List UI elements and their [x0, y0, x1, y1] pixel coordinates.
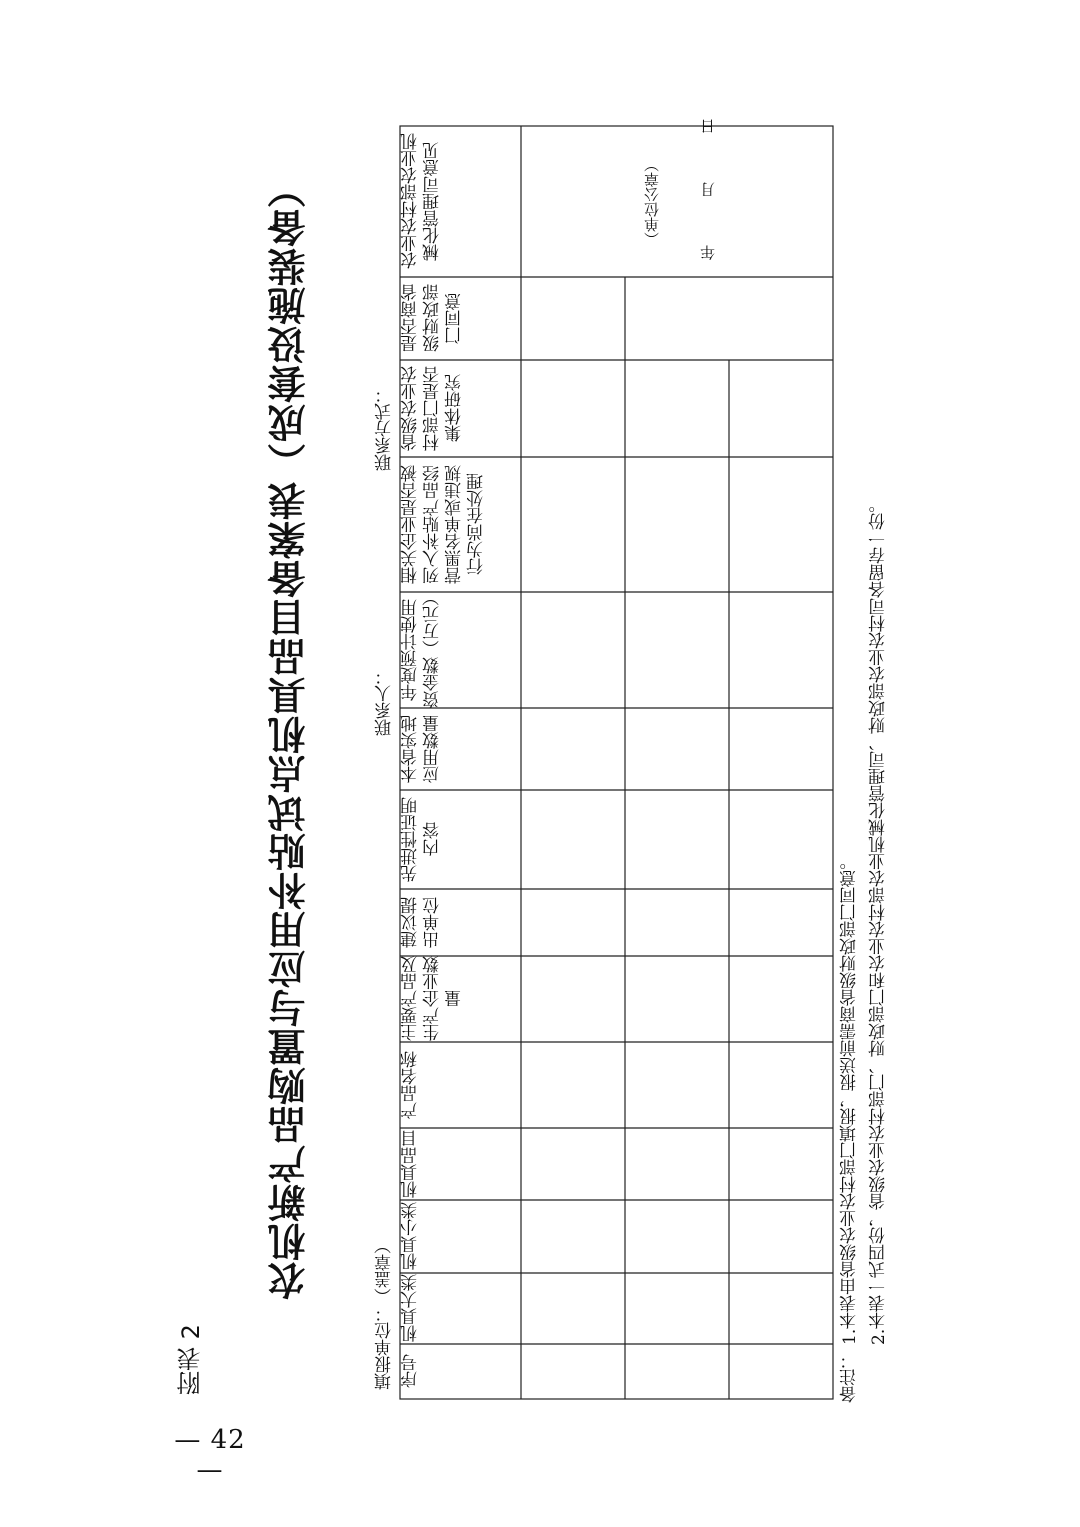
header-field-count: 本省实地应用数量 [401, 715, 443, 783]
reporting-unit-label: 填报单位：（盖章） [375, 1237, 395, 1390]
header-collective-study: 省级农业农村部门是否集体研究 [401, 366, 465, 451]
header-proposer: 建议提出单位 [401, 897, 443, 948]
attachment-label: 附表 2 [177, 1324, 205, 1395]
note-item-2: 2.本表一式四份，省级农业农村部门、财政部门和农业农村部农业机械化管理司、财政部农业农村司各留存一份。 [869, 495, 889, 1345]
header-item: 机具品目 [401, 1130, 421, 1198]
contact-method-label: 联系方式： [375, 386, 395, 471]
header-finance-consent: 是否商省级财政部门同意 [401, 284, 465, 353]
header-serial: 序号 [401, 1354, 421, 1389]
header-advancement: 先进性证明内容 [401, 797, 443, 882]
header-blacklist: 相关企业是否被列入补贴产品经营黑名单或违规行为尚在处理 [401, 465, 487, 584]
page-number: — 42 — [174, 1425, 246, 1485]
header-producer-count: 主要产品及生产企业数量 [401, 956, 465, 1042]
header-subcategory: 机具小类 [401, 1202, 421, 1271]
header-category: 机具大类 [401, 1274, 421, 1343]
contact-person-label: 联系人： [375, 668, 395, 736]
notes-label: 备注： [840, 1352, 860, 1403]
header-funding: 年度预计使用资金数（万元） [401, 589, 443, 708]
note-item-1: 1.本表由省级农业农村部门填报，报送前需商省级财政部门同意。 [840, 852, 860, 1345]
header-ministry-opinion: 农业农村部农业机械化管理司意见 [401, 133, 443, 270]
page-title: 农机新产品购置与应用补贴试点机具品目备案表（成套设施装备） [267, 169, 312, 1300]
header-product-name: 产品名称 [401, 1051, 421, 1119]
seal-label: （单位公章） [643, 157, 661, 247]
approval-date: 年 月 日 [699, 113, 717, 260]
